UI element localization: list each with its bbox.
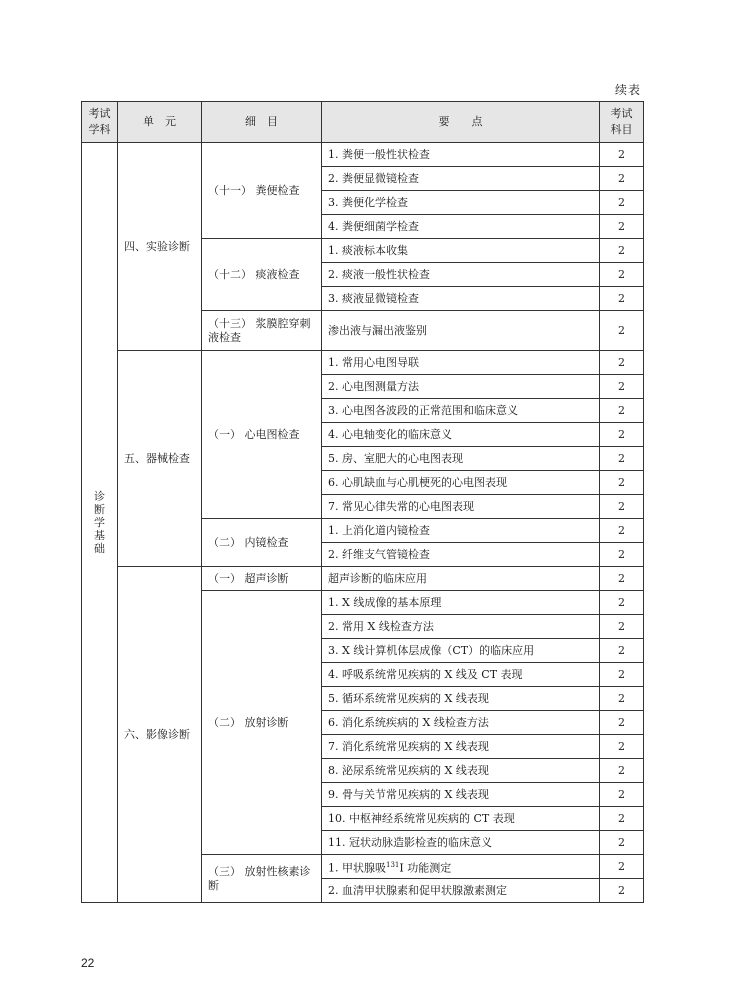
level-cell: 2 xyxy=(600,639,644,663)
point-text: 1. 甲状腺吸 xyxy=(328,861,386,875)
point-cell: 1. 常用心电图导联 xyxy=(322,351,600,375)
point-cell: 1. X 线成像的基本原理 xyxy=(322,591,600,615)
point-cell: 5. 房、室肥大的心电图表现 xyxy=(322,447,600,471)
point-cell: 2. 血清甲状腺素和促甲状腺激素测定 xyxy=(322,879,600,903)
level-cell: 2 xyxy=(600,191,644,215)
point-cell: 2. 粪便显微镜检查 xyxy=(322,167,600,191)
point-cell: 6. 心肌缺血与心肌梗死的心电图表现 xyxy=(322,471,600,495)
item-radionuclide: （三） 放射性核素诊断 xyxy=(202,855,322,903)
point-cell: 4. 呼吸系统常见疾病的 X 线及 CT 表现 xyxy=(322,663,600,687)
point-cell: 10. 中枢神经系统常见疾病的 CT 表现 xyxy=(322,807,600,831)
point-cell: 1. 粪便一般性状检查 xyxy=(322,143,600,167)
unit-instrument: 五、器械检查 xyxy=(118,351,202,567)
level-cell: 2 xyxy=(600,831,644,855)
point-cell: 8. 泌尿系统常见疾病的 X 线表现 xyxy=(322,759,600,783)
level-cell: 2 xyxy=(600,399,644,423)
table-row xyxy=(82,351,644,375)
level-cell: 2 xyxy=(600,783,644,807)
level-cell: 2 xyxy=(600,879,644,903)
item-endoscopy: （二） 内镜检查 xyxy=(202,519,322,567)
level-cell: 2 xyxy=(600,375,644,399)
level-cell: 2 xyxy=(600,663,644,687)
point-cell: 1. 痰液标本收集 xyxy=(322,239,600,263)
header-level: 考试科目 xyxy=(600,102,644,143)
level-cell: 2 xyxy=(600,807,644,831)
item-ultrasound: （一） 超声诊断 xyxy=(202,567,322,591)
point-cell: 11. 冠状动脉造影检查的临床意义 xyxy=(322,831,600,855)
level-cell: 2 xyxy=(600,735,644,759)
point-text: I 功能测定 xyxy=(399,861,452,875)
level-cell: 2 xyxy=(600,447,644,471)
point-cell: 9. 骨与关节常见疾病的 X 线表现 xyxy=(322,783,600,807)
header-item: 细 目 xyxy=(202,102,322,143)
point-cell xyxy=(322,855,600,879)
point-cell: 5. 循环系统常见疾病的 X 线表现 xyxy=(322,687,600,711)
item-stool: （十一） 粪便检查 xyxy=(202,143,322,239)
level-cell: 2 xyxy=(600,423,644,447)
isotope-superscript: 131 xyxy=(386,860,400,869)
point-cell: 1. 上消化道内镜检查 xyxy=(322,519,600,543)
point-cell: 4. 粪便细菌学检查 xyxy=(322,215,600,239)
point-cell: 2. 心电图测量方法 xyxy=(322,375,600,399)
level-cell: 2 xyxy=(600,311,644,351)
point-cell: 3. X 线计算机体层成像（CT）的临床应用 xyxy=(322,639,600,663)
syllabus-table xyxy=(81,101,644,903)
level-cell: 2 xyxy=(600,215,644,239)
level-cell: 2 xyxy=(600,591,644,615)
subject-cell xyxy=(82,143,118,903)
unit-imaging: 六、影像诊断 xyxy=(118,567,202,903)
level-cell: 2 xyxy=(600,287,644,311)
level-cell: 2 xyxy=(600,759,644,783)
level-cell: 2 xyxy=(600,687,644,711)
header-point: 要 点 xyxy=(322,102,600,143)
point-cell: 渗出液与漏出液鉴别 xyxy=(322,311,600,351)
table-row xyxy=(82,143,644,167)
level-cell: 2 xyxy=(600,567,644,591)
point-cell: 3. 粪便化学检查 xyxy=(322,191,600,215)
point-cell: 超声诊断的临床应用 xyxy=(322,567,600,591)
level-cell: 2 xyxy=(600,495,644,519)
point-cell: 3. 痰液显微镜检查 xyxy=(322,287,600,311)
item-ecg: （一） 心电图检查 xyxy=(202,351,322,519)
continued-label: 续表 xyxy=(614,83,641,97)
header-subject: 考试学科 xyxy=(82,102,118,143)
level-cell: 2 xyxy=(600,263,644,287)
level-cell: 2 xyxy=(600,711,644,735)
table-row xyxy=(82,567,644,591)
level-cell: 2 xyxy=(600,167,644,191)
level-cell: 2 xyxy=(600,519,644,543)
header-unit: 单 元 xyxy=(118,102,202,143)
level-cell: 2 xyxy=(600,143,644,167)
point-cell: 2. 痰液一般性状检查 xyxy=(322,263,600,287)
item-serous: （十三） 浆膜腔穿刺液检查 xyxy=(202,311,322,351)
point-cell: 3. 心电图各波段的正常范围和临床意义 xyxy=(322,399,600,423)
level-cell: 2 xyxy=(600,855,644,879)
point-cell: 7. 常见心律失常的心电图表现 xyxy=(322,495,600,519)
point-cell: 4. 心电轴变化的临床意义 xyxy=(322,423,600,447)
point-cell: 2. 常用 X 线检查方法 xyxy=(322,615,600,639)
page-number: 22 xyxy=(81,956,95,970)
subject-label: 诊断学基础 xyxy=(94,489,105,555)
item-radiology: （二） 放射诊断 xyxy=(202,591,322,855)
point-cell: 7. 消化系统常见疾病的 X 线表现 xyxy=(322,735,600,759)
level-cell: 2 xyxy=(600,615,644,639)
item-sputum: （十二） 痰液检查 xyxy=(202,239,322,311)
level-cell: 2 xyxy=(600,543,644,567)
unit-lab: 四、实验诊断 xyxy=(118,143,202,351)
level-cell: 2 xyxy=(600,239,644,263)
header-row xyxy=(82,102,644,143)
level-cell: 2 xyxy=(600,471,644,495)
point-cell: 6. 消化系统疾病的 X 线检查方法 xyxy=(322,711,600,735)
point-cell: 2. 纤维支气管镜检查 xyxy=(322,543,600,567)
level-cell: 2 xyxy=(600,351,644,375)
